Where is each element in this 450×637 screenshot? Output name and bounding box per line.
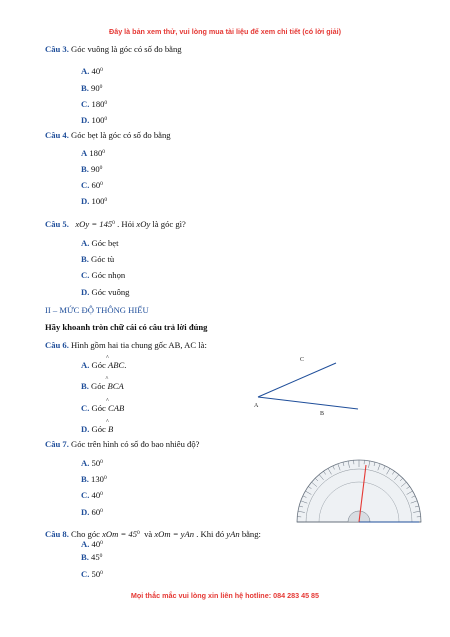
option-b[interactable]: B. $45^0$ <box>81 552 103 562</box>
protractor-figure <box>294 458 424 526</box>
option-c[interactable]: C. $180^0$ <box>81 99 108 109</box>
option-d[interactable]: D. $100^0$ <box>81 115 108 125</box>
option-b[interactable]: B. Góc ^ BCA <box>81 381 124 391</box>
preview-banner: Đây là bản xem thử, vui lòng mua tài liệu để xem chi tiết (có lời giải) <box>109 27 341 36</box>
question-number: Câu 4. <box>45 130 69 140</box>
option-c[interactable]: C. Góc nhọn <box>81 270 126 280</box>
question-text: Góc vuông là góc có số đo bằng <box>71 44 182 54</box>
option-c[interactable]: C. Góc ^ CAB <box>81 403 124 413</box>
option-b[interactable]: B. $90^0$ <box>81 164 103 174</box>
option-d[interactable]: D. $100^0$ <box>81 196 108 206</box>
question-3 <box>45 44 182 54</box>
question-number: Câu 6. <box>45 340 69 350</box>
option-d[interactable]: D. $60^0$ <box>81 507 103 517</box>
option-a[interactable]: A. $40^0$ <box>81 66 103 76</box>
option-c[interactable]: C. $50^0$ <box>81 569 103 579</box>
label-a: A <box>254 403 259 409</box>
ray-ac <box>258 363 336 397</box>
option-a[interactable]: A. Góc ^ ABC. <box>81 360 126 370</box>
label-c: C <box>300 357 305 363</box>
question-6 <box>45 340 207 350</box>
option-d[interactable]: D. Góc ^ B <box>81 424 113 434</box>
question-5: Câu 5. xOy = $145^0$ . Hỏi xOy là góc gì? <box>45 219 186 229</box>
angle-figure <box>250 352 370 422</box>
section-title: II – MỨC ĐỘ THÔNG HIỂU <box>45 305 149 315</box>
math-expression: xOm = yAn <box>154 529 195 539</box>
question-number: Câu 8. <box>45 529 69 539</box>
math-expression: xOm = 45 <box>102 529 138 539</box>
option-c[interactable]: C. $40^0$ <box>81 490 103 500</box>
label-b: B <box>320 411 325 417</box>
hotline-banner: Mọi thắc mắc vui lòng xin liên hệ hotline: 084 283 45 85 <box>130 591 320 600</box>
option-b[interactable]: B. $90^0$ <box>81 83 103 93</box>
question-text: Hình gồm hai tia chung gốc AB, AC là: <box>71 340 207 350</box>
option-a[interactable]: A. $50^0$ <box>81 458 103 468</box>
option-b[interactable]: B. Góc tù <box>81 254 115 264</box>
question-text: Góc bẹt là góc có số đo bằng <box>71 130 171 140</box>
option-a[interactable]: A. Góc bẹt <box>81 238 119 248</box>
question-4 <box>45 130 171 140</box>
question-number: Câu 3. <box>45 44 69 54</box>
ray-ab <box>258 397 358 409</box>
question-7 <box>45 439 199 449</box>
question-text: Góc trên hình có số đo bao nhiêu độ? <box>71 439 200 449</box>
math-expression: xOy = 145 <box>75 219 113 229</box>
option-d[interactable]: D. Góc vuông <box>81 287 130 297</box>
instruction: Hãy khoanh tròn chữ cái có câu trả lời đúng <box>45 322 208 332</box>
question-8: Câu 8. Cho góc xOm = $45^0$ và xOm = yAn . Khi đó yAn bằng: <box>45 529 261 539</box>
question-number: Câu 5. <box>45 219 69 229</box>
math-expression: xOy <box>136 219 151 229</box>
option-c[interactable]: C. $60^0$ <box>81 180 103 190</box>
question-number: Câu 7. <box>45 439 69 449</box>
option-b[interactable]: B. $130^0$ <box>81 474 107 484</box>
option-a[interactable]: A. $40^0$ <box>81 539 103 549</box>
option-a[interactable]: A $180^0$ <box>81 148 106 158</box>
math-expression: yAn <box>226 529 240 539</box>
